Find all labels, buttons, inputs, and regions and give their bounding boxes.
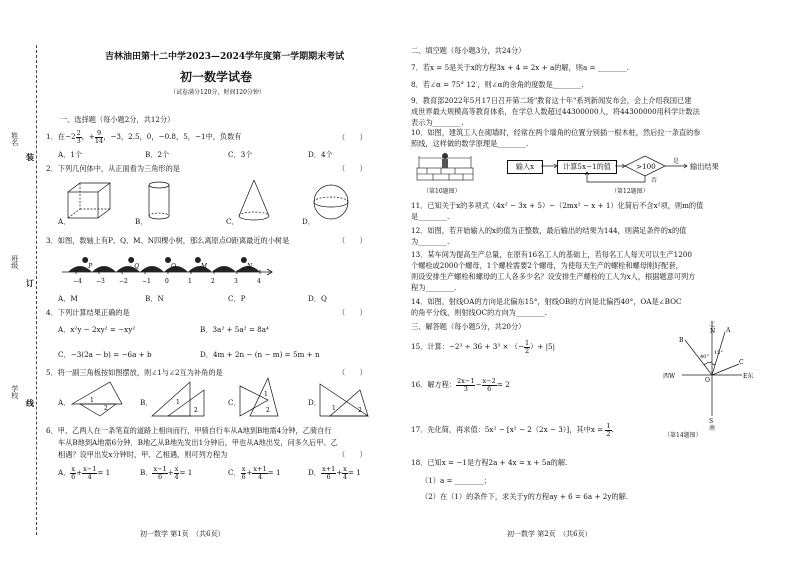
- flow-input-box: 输入x: [507, 160, 543, 174]
- tree-label: Q: [134, 263, 140, 270]
- q1-stem: 1．在−2 $\frac{2}{3}$ ，+ $\frac{9}{14}$ ，−3，2.5，0，−0.8，5，−1中，负数有: [46, 129, 242, 145]
- svg-text:O: O: [705, 377, 710, 384]
- tick-label: 4: [257, 278, 261, 285]
- q7: 7．若x = 5是关于x的方程3x + 4 = 2x + a的解，则a = ________.: [411, 63, 629, 72]
- set-square-figure-a: [70, 380, 130, 420]
- tick-label: −2: [119, 278, 128, 285]
- tick-label: −3: [96, 278, 105, 285]
- q6-line1: 6．甲、乙两人在一条笔直的道路上相向而行，甲骑自行车从A地到B地需4分钟，乙骑自行: [46, 426, 332, 435]
- section2-heading: 二、填空题（每小题3分，共24分）: [411, 46, 526, 55]
- tick-label: −4: [73, 278, 82, 285]
- compass-figure: [647, 320, 757, 430]
- q13-line3: 则设安排生产螺栓和螺母的工人各多少名？设安排生产螺栓的工人为x人，根据题意可列方: [411, 272, 696, 281]
- q1-paren: （ ）: [338, 133, 367, 142]
- q12-line2: 为________.: [411, 237, 450, 246]
- q1-option-a[interactable]: A．1个: [58, 150, 83, 159]
- seal-char-2: 订: [26, 278, 34, 288]
- q11-line2: 是________.: [411, 212, 450, 221]
- svg-text:N: N: [710, 328, 716, 335]
- school-title: 吉林油田第十二中学2023—2024学年度第一学期期末考试: [105, 52, 345, 62]
- q14-line2: 的角平分线，则射线OC的方向为________.: [411, 308, 547, 317]
- q6-paren: （ ）: [338, 450, 367, 459]
- section3-heading: 三、解答题（每小题5分，共20分）: [411, 322, 526, 331]
- seal-char-3: 线: [26, 398, 34, 408]
- q2-option-c[interactable]: C．: [226, 217, 239, 226]
- flow-output: 输出结果: [690, 162, 719, 171]
- q1-option-b[interactable]: B．2个: [145, 150, 170, 159]
- svg-text:1: 1: [264, 391, 268, 398]
- q6-option-a[interactable]: A． $\frac{x}{6}$ + $\frac{x-1}{4}$ = 1: [58, 465, 111, 481]
- flow-no: 否: [651, 177, 658, 184]
- svg-text:15°: 15°: [714, 350, 723, 356]
- q2-paren: （ ）: [338, 164, 367, 173]
- q4-stem: 4．下列计算结果正确的是: [46, 308, 130, 317]
- tree-label: M: [200, 263, 208, 270]
- q10-line2: 照线，这样做的数学原理是________.: [411, 139, 529, 148]
- fig12-caption: （第12题图）: [611, 188, 649, 195]
- svg-text:B: B: [679, 337, 684, 344]
- binding-sidebar: [6, 40, 36, 540]
- set-square-figure-b: [150, 380, 210, 422]
- q13-line2: 个螺栓或2000个螺母，1个螺栓需要2个螺母，为使每天生产的螺栓和螺母刚好配套，: [411, 261, 683, 270]
- sphere-figure: [312, 182, 352, 224]
- q11-line1: 11．已知关于x的多项式（4x² − 3x + 5）−（2mx² − x + 1）化简后不含x²项，则m的值: [411, 201, 704, 210]
- q4-paren: （ ）: [338, 308, 367, 317]
- q17: 17．先化简，再求值：5x² − [x² − 2（2x − 3）]，其中x = $\frac{1}{2}$ .: [411, 422, 614, 438]
- q3-option-a[interactable]: A．M: [58, 294, 78, 303]
- flowchart-arrows: [507, 150, 717, 190]
- svg-text:C: C: [739, 359, 744, 366]
- q3-stem: 3．如图，数轴上有P、Q、M、N四棵小树，那么离原点O距离最近的小树是: [46, 236, 290, 245]
- tree-label: P: [88, 263, 93, 270]
- svg-text:西W: 西W: [663, 373, 676, 380]
- q1-option-d[interactable]: D．4个: [308, 150, 333, 159]
- fig14-caption: （第14题图）: [664, 432, 702, 439]
- svg-text:S: S: [709, 418, 714, 425]
- right-page: [397, 0, 794, 561]
- exam-info: （试卷满分120分，时间120分钟）: [170, 89, 265, 96]
- flow-condition: >100: [636, 162, 656, 171]
- tick-label: 3: [234, 278, 238, 285]
- svg-text:2: 2: [104, 405, 108, 412]
- q5-stem: 5．将一副三角板按如图摆放，则∠1与∠2互为补角的是: [46, 368, 223, 377]
- school-label: 学校: [10, 385, 19, 399]
- q2-option-a[interactable]: A．: [58, 217, 71, 226]
- section1-heading: 一、选择题（每小题2分，共12分）: [60, 115, 175, 124]
- q8: 8．若∠α = 75° 12′，则∠α的余角的度数是________.: [411, 80, 584, 89]
- svg-text:2: 2: [266, 407, 270, 414]
- q5-option-d[interactable]: D．: [308, 398, 321, 407]
- svg-text:南: 南: [709, 425, 716, 432]
- svg-text:北: 北: [709, 321, 716, 328]
- q13-line1: 13．某车间为提高生产总量，在原有16名工人的基础上，若每名工人每天可以生产1200: [411, 250, 692, 259]
- q6-line2: 车从B地到A地需6分钟．B地乙从B地先发出1分钟后，甲也从A地出发，问多久后甲、乙: [58, 438, 338, 447]
- q6-option-d[interactable]: D． $\frac{x+1}{6}$ + $\frac{x}{4}$ = 1: [308, 465, 361, 481]
- tick-label: 1: [188, 278, 192, 285]
- q4-option-a[interactable]: A．x²y − 2xy² = −xy²: [58, 325, 136, 334]
- q13-line4: 程为________.: [411, 283, 457, 292]
- fig10-caption: （第10题图）: [423, 188, 461, 195]
- q18: 18．已知x = −1是方程2a + 4x = x + 5a的解.: [411, 458, 568, 467]
- q6-option-b[interactable]: B． $\frac{x-1}{6}$ + $\frac{x}{4}$ = 1: [140, 465, 193, 481]
- q12-line1: 12．如图，若开始输入的x的值为正整数，最后输出的结果为144，则满足条件的x的值: [411, 226, 687, 235]
- svg-text:A: A: [726, 327, 731, 334]
- number-line-figure: [60, 250, 280, 290]
- q15: 15．计算：−2³ ÷ 36 + 3³ × （− $\frac{1}{2}$ ）+ |5|: [411, 339, 556, 355]
- q2-stem: 2．下列几何体中，从正面看为三角形的是: [46, 164, 180, 173]
- flow-calc-box: 计算5x−1的值: [557, 160, 617, 174]
- q6-line3: 相遇？设甲出发x分钟时，甲、乙相遇，则可列方程为: [58, 450, 228, 459]
- cone-figure: [235, 178, 275, 226]
- q3-paren: （ ）: [338, 236, 367, 245]
- q1-option-c[interactable]: C．3个: [228, 150, 253, 159]
- seal-char-1: 装: [26, 152, 34, 162]
- q3-option-d[interactable]: D．Q: [308, 294, 327, 303]
- q5-option-b[interactable]: B．: [140, 398, 153, 407]
- q4-option-c[interactable]: C．−3(2a − b) = −6a + b: [58, 350, 152, 359]
- tick-label: 0: [165, 278, 169, 285]
- q5-option-c[interactable]: C．: [228, 398, 241, 407]
- tick-label: 2: [211, 278, 215, 285]
- q10-line1: 10．如图，建筑工人在砌墙时，经常在两个墙角的位置分别插一根木桩，然后拉一条直的参: [411, 128, 701, 137]
- footer-page2: 初一数学 第2页 （共6页）: [507, 530, 592, 538]
- q4-option-b[interactable]: B．3a² + 5a² = 8a⁴: [200, 325, 269, 334]
- cuboid-figure: [66, 180, 116, 225]
- q2-option-b[interactable]: B．: [135, 217, 148, 226]
- tick-label: −1: [142, 278, 151, 285]
- q14-line1: 14．如图，射线OA的方向是北偏东15°，射线OB的方向是北偏西40°，OA是∠BOC: [411, 297, 682, 306]
- q5-option-a[interactable]: A．: [58, 398, 71, 407]
- q6-option-c[interactable]: C． $\frac{x}{6}$ + $\frac{x+1}{4}$ = 1: [228, 465, 281, 481]
- cylinder-figure: [145, 180, 175, 225]
- q18-part2: （2）在（1）的条件下，求关于y的方程ay + 6 = 6a + 2y的解.: [421, 492, 629, 501]
- svg-text:2: 2: [194, 407, 198, 414]
- q3-option-c[interactable]: C．P: [228, 294, 246, 303]
- svg-text:1: 1: [90, 397, 94, 404]
- svg-text:E东: E东: [743, 373, 754, 380]
- subject-title: 初一数学试卷: [180, 70, 253, 84]
- svg-text:1: 1: [176, 399, 180, 406]
- name-label: 姓名: [10, 132, 19, 146]
- brick-wall-figure: [413, 150, 483, 186]
- set-square-figure-c: [238, 376, 298, 422]
- set-square-figure-d: [318, 380, 378, 422]
- tree-label: O: [171, 263, 176, 270]
- q2-option-d[interactable]: D．: [302, 217, 315, 226]
- q9-line3: 表示为________.: [411, 118, 464, 127]
- q16: 16．解方程： $\frac{2x-1}{3}$ − $\frac{x-2}{6}$ = 2: [411, 377, 510, 393]
- flow-yes: 是: [673, 158, 680, 165]
- q5-paren: （ ）: [338, 368, 367, 377]
- q9-line2: 成世界最大规模高等教育体系，在学总人数超过44300000人，将44300000用科学计数法: [411, 107, 700, 116]
- svg-text:40°: 40°: [700, 354, 709, 360]
- q3-option-b[interactable]: B．N: [145, 294, 164, 303]
- q9-line1: 9．教育部2022年5月17日召开第二场"教育这十年"系列新闻发布会，会上介绍我国已建: [411, 96, 692, 105]
- q18-part1: （1）a = ________；: [421, 476, 491, 485]
- binding-line: [36, 45, 37, 535]
- footer-page1: 初一数学 第1页 （共6页）: [140, 530, 225, 538]
- svg-text:2: 2: [358, 407, 362, 414]
- class-label: 班级: [10, 255, 19, 269]
- tree-label: N: [246, 263, 253, 270]
- svg-text:1: 1: [332, 405, 336, 412]
- q4-option-d[interactable]: D．4m + 2n − (n − m) = 5m + n: [200, 350, 320, 359]
